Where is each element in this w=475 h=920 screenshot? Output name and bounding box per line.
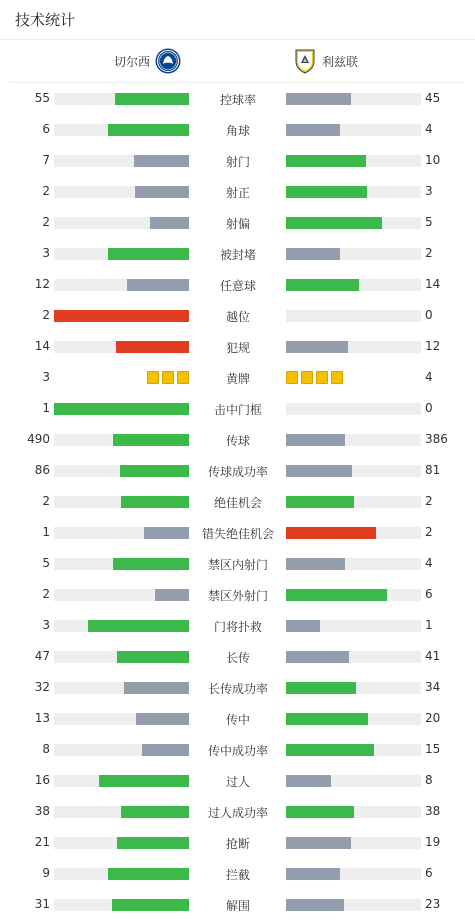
- home-stat-value: 16: [34, 773, 50, 787]
- yellow-card-icon: [286, 371, 298, 384]
- away-stat-value: 2: [425, 525, 433, 539]
- home-stat-bar: [54, 744, 189, 756]
- home-stat-value: 2: [42, 587, 50, 601]
- away-stat-value: 5: [425, 215, 433, 229]
- away-team-name: 利兹联: [322, 54, 359, 69]
- home-team-name: 切尔西: [113, 54, 150, 69]
- stat-label: 解围: [225, 899, 250, 913]
- away-stat-bar-fill: [286, 465, 352, 477]
- home-stat-bar-fill: [136, 713, 189, 725]
- home-stat-value: 2: [42, 215, 50, 229]
- home-stat-bar-fill: [120, 465, 189, 477]
- stat-label: 传中: [225, 713, 250, 727]
- home-stat-bar-fill: [113, 434, 189, 446]
- away-stat-bar: [286, 868, 421, 880]
- stat-label: 禁区外射门: [207, 589, 268, 603]
- away-stat-bar-fill: [286, 341, 348, 353]
- away-stat-bar-fill: [286, 899, 344, 911]
- stat-row: [0, 827, 475, 858]
- stat-row: [0, 455, 475, 486]
- away-stat-bar-fill: [286, 837, 351, 849]
- away-stat-bar: [286, 651, 421, 663]
- stat-row: [0, 858, 475, 889]
- home-stat-value: 1: [42, 525, 50, 539]
- home-stat-value: 38: [34, 804, 50, 818]
- home-stat-bar: [54, 682, 189, 694]
- away-stat-value: 34: [425, 680, 441, 694]
- away-stat-value: 4: [425, 370, 433, 384]
- away-stat-bar: [286, 682, 421, 694]
- away-stat-bar-fill: [286, 186, 367, 198]
- home-stat-value: 5: [42, 556, 50, 570]
- home-stat-bar-fill: [108, 124, 189, 136]
- away-stat-bar-fill: [286, 217, 382, 229]
- home-stat-bar: [54, 403, 189, 415]
- home-stat-value: 14: [34, 339, 50, 353]
- away-team[interactable]: [292, 48, 358, 74]
- away-stat-value: 6: [425, 587, 433, 601]
- home-stat-bar: [54, 434, 189, 446]
- home-stat-bar-fill: [88, 620, 189, 632]
- away-stat-bar: [286, 899, 421, 911]
- away-stat-bar: [286, 558, 421, 570]
- away-stat-bar: [286, 93, 421, 105]
- stat-row: [0, 796, 475, 827]
- away-stat-bar: [286, 620, 421, 632]
- home-stat-bar: [54, 527, 189, 539]
- stat-row: [0, 486, 475, 517]
- away-stat-bar-fill: [286, 868, 340, 880]
- home-stat-bar-fill: [150, 217, 189, 229]
- stat-row: [0, 176, 475, 207]
- home-stat-bar-fill: [113, 558, 189, 570]
- home-stat-bar-fill: [127, 279, 189, 291]
- away-stat-value: 10: [425, 153, 441, 167]
- home-team[interactable]: [114, 48, 181, 74]
- stat-row: [0, 703, 475, 734]
- home-stat-bar: [54, 310, 189, 322]
- stat-label: 控球率: [219, 93, 256, 107]
- away-stat-bar-fill: [286, 775, 331, 787]
- home-stat-bar: [54, 155, 189, 167]
- away-stat-bar-fill: [286, 682, 356, 694]
- away-stat-value: 1: [425, 618, 433, 632]
- home-stat-bar-fill: [116, 341, 189, 353]
- home-stat-bar-fill: [54, 310, 189, 322]
- stat-label: 禁区内射门: [207, 558, 268, 572]
- home-stat-value: 3: [42, 246, 50, 260]
- home-stat-value: 3: [42, 618, 50, 632]
- away-stat-bar-fill: [286, 589, 387, 601]
- home-stat-bar: [54, 558, 189, 570]
- home-stat-bar-fill: [117, 651, 189, 663]
- away-stat-bar: [286, 496, 421, 508]
- home-stat-bar-fill: [144, 527, 189, 539]
- away-stat-bar: [286, 186, 421, 198]
- away-stat-value: 6: [425, 866, 433, 880]
- away-stat-bar-fill: [286, 155, 366, 167]
- away-stat-bar-fill: [286, 558, 345, 570]
- away-stat-bar-fill: [286, 279, 359, 291]
- page-title: [0, 0, 475, 40]
- away-stat-bar-fill: [286, 248, 340, 260]
- stat-row: [0, 269, 475, 300]
- home-stat-bar: [54, 341, 189, 353]
- away-stat-bar-fill: [286, 744, 374, 756]
- stat-label: 角球: [225, 124, 250, 138]
- yellow-card-icon: [331, 371, 343, 384]
- stat-row: [0, 548, 475, 579]
- away-stat-value: 14: [425, 277, 441, 291]
- away-stat-bar: [286, 403, 421, 415]
- away-stat-value: 45: [425, 91, 441, 105]
- home-stat-bar-fill: [54, 403, 189, 415]
- away-stat-value: 12: [425, 339, 441, 353]
- chelsea-crest-icon: [155, 48, 181, 74]
- home-stat-bar-fill: [155, 589, 189, 601]
- away-stat-value: 2: [425, 246, 433, 260]
- away-stat-value: 15: [425, 742, 441, 756]
- away-stat-bar-fill: [286, 806, 354, 818]
- home-stat-bar: [54, 124, 189, 136]
- away-stat-bar: [286, 217, 421, 229]
- away-stat-bar: [286, 279, 421, 291]
- away-stat-bar: [286, 341, 421, 353]
- yellow-card-icon: [147, 371, 159, 384]
- home-stat-value: 32: [34, 680, 50, 694]
- home-stat-bar: [54, 651, 189, 663]
- stat-label: 错失绝佳机会: [201, 527, 274, 541]
- home-stat-bar-fill: [121, 496, 189, 508]
- away-stat-bar: [286, 248, 421, 260]
- stat-label: 被封堵: [219, 248, 256, 262]
- stat-label: 长传成功率: [207, 682, 268, 696]
- away-stat-value: 0: [425, 401, 433, 415]
- away-stat-value: 38: [425, 804, 441, 818]
- away-stat-value: 8: [425, 773, 433, 787]
- away-stat-value: 81: [425, 463, 441, 477]
- away-stat-bar: [286, 744, 421, 756]
- home-stat-value: 6: [42, 122, 50, 136]
- stat-row: [0, 238, 475, 269]
- page-title-text: 技术统计: [15, 11, 76, 29]
- home-stat-value: 86: [34, 463, 50, 477]
- away-stat-value: 2: [425, 494, 433, 508]
- away-stat-bar-fill: [286, 527, 376, 539]
- away-stat-bar-fill: [286, 620, 320, 632]
- home-stat-value: 2: [42, 308, 50, 322]
- stat-label: 任意球: [219, 279, 256, 293]
- home-stat-value: 13: [34, 711, 50, 725]
- home-stat-bar-fill: [112, 899, 189, 911]
- home-stat-bar-fill: [135, 186, 189, 198]
- away-yellow-cards: [286, 371, 343, 384]
- away-stat-bar: [286, 155, 421, 167]
- stat-row: [0, 641, 475, 672]
- home-stat-value: 21: [34, 835, 50, 849]
- away-stat-bar: [286, 713, 421, 725]
- stat-label: 射门: [225, 155, 250, 169]
- away-stat-bar-fill: [286, 713, 368, 725]
- home-stat-bar-fill: [99, 775, 189, 787]
- home-stat-value: 2: [42, 184, 50, 198]
- stat-row: [0, 207, 475, 238]
- home-stat-bar: [54, 868, 189, 880]
- away-stat-bar: [286, 527, 421, 539]
- home-stat-bar: [54, 93, 189, 105]
- stat-label: 绝佳机会: [213, 496, 262, 510]
- home-stat-bar: [54, 775, 189, 787]
- leeds-crest-icon: [292, 48, 318, 74]
- home-stat-bar-fill: [115, 93, 189, 105]
- home-stat-bar: [54, 465, 189, 477]
- stat-label: 过人成功率: [207, 806, 268, 820]
- away-stat-bar: [286, 310, 421, 322]
- home-stat-bar-fill: [108, 248, 189, 260]
- away-stat-bar: [286, 806, 421, 818]
- away-stat-bar: [286, 465, 421, 477]
- stat-row: [0, 424, 475, 455]
- home-stat-value: 12: [34, 277, 50, 291]
- stat-row: [0, 889, 475, 920]
- stat-label: 传球: [225, 434, 250, 448]
- home-stat-bar: [54, 248, 189, 260]
- home-stat-value: 2: [42, 494, 50, 508]
- stat-label: 射正: [225, 186, 250, 200]
- away-stat-value: 0: [425, 308, 433, 322]
- stat-label: 黄牌: [225, 372, 250, 386]
- home-stat-value: 3: [42, 370, 50, 384]
- away-stat-bar-fill: [286, 93, 351, 105]
- home-yellow-cards: [147, 371, 189, 384]
- stat-row: [0, 610, 475, 641]
- home-stat-bar: [54, 837, 189, 849]
- stat-label: 门将扑救: [213, 620, 262, 634]
- home-stat-bar-fill: [121, 806, 189, 818]
- stat-row: [0, 393, 475, 424]
- yellow-card-icon: [162, 371, 174, 384]
- yellow-card-icon: [301, 371, 313, 384]
- stat-label: 击中门框: [213, 403, 262, 417]
- home-stat-bar: [54, 620, 189, 632]
- away-stat-bar: [286, 775, 421, 787]
- yellow-card-icon: [316, 371, 328, 384]
- home-stat-bar: [54, 186, 189, 198]
- stat-row: [0, 579, 475, 610]
- home-stat-value: 7: [42, 153, 50, 167]
- stat-row: [0, 114, 475, 145]
- stat-label: 犯规: [225, 341, 250, 355]
- stat-label: 传球成功率: [207, 465, 268, 479]
- home-stat-bar: [54, 806, 189, 818]
- away-stat-value: 19: [425, 835, 441, 849]
- home-stat-bar: [54, 589, 189, 601]
- away-stat-value: 3: [425, 184, 433, 198]
- home-stat-bar: [54, 899, 189, 911]
- home-stat-value: 8: [42, 742, 50, 756]
- home-stat-value: 31: [34, 897, 50, 911]
- stat-label: 传中成功率: [207, 744, 268, 758]
- away-stat-value: 4: [425, 122, 433, 136]
- away-stat-bar-fill: [286, 651, 349, 663]
- home-stat-bar-fill: [142, 744, 189, 756]
- stats-list: [0, 83, 475, 920]
- home-stat-bar-fill: [124, 682, 189, 694]
- stat-row: [0, 672, 475, 703]
- stat-label: 射偏: [225, 217, 250, 231]
- away-stat-value: 41: [425, 649, 441, 663]
- stat-row: [0, 734, 475, 765]
- away-stat-value: 20: [425, 711, 441, 725]
- home-stat-value: 55: [34, 91, 50, 105]
- stat-row: [0, 331, 475, 362]
- stat-row: [0, 517, 475, 548]
- away-stat-bar-fill: [286, 434, 345, 446]
- away-stat-bar: [286, 434, 421, 446]
- stat-label: 抢断: [225, 837, 250, 851]
- away-stat-value: 4: [425, 556, 433, 570]
- stat-label: 长传: [225, 651, 250, 665]
- away-stat-value: 23: [425, 897, 441, 911]
- away-stat-bar-fill: [286, 496, 354, 508]
- stat-label: 过人: [225, 775, 250, 789]
- away-stat-value: 386: [425, 432, 448, 446]
- home-stat-value: 47: [34, 649, 50, 663]
- home-stat-bar-fill: [117, 837, 189, 849]
- home-stat-bar-fill: [134, 155, 189, 167]
- stat-row: [0, 765, 475, 796]
- stat-row: [0, 300, 475, 331]
- yellow-card-icon: [177, 371, 189, 384]
- stat-row: [0, 145, 475, 176]
- home-stat-bar-fill: [108, 868, 189, 880]
- team-header: [9, 40, 466, 83]
- stat-row: [0, 362, 475, 393]
- home-stat-value: 490: [27, 432, 50, 446]
- stat-label: 越位: [225, 310, 250, 324]
- home-stat-value: 9: [42, 866, 50, 880]
- home-stat-bar: [54, 279, 189, 291]
- home-stat-value: 1: [42, 401, 50, 415]
- home-stat-bar: [54, 713, 189, 725]
- away-stat-bar: [286, 589, 421, 601]
- away-stat-bar: [286, 124, 421, 136]
- home-stat-bar: [54, 496, 189, 508]
- home-stat-bar: [54, 217, 189, 229]
- stat-label: 拦截: [225, 868, 250, 882]
- away-stat-bar-fill: [286, 124, 340, 136]
- stat-row: [0, 83, 475, 114]
- away-stat-bar: [286, 837, 421, 849]
